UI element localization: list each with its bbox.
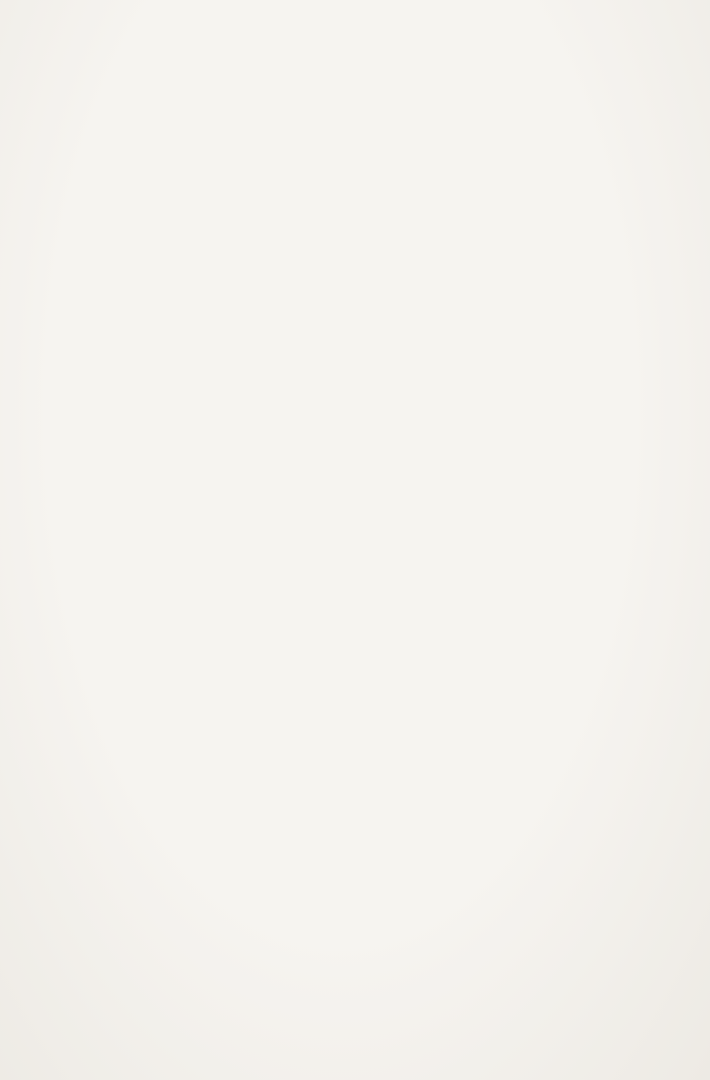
watermark bbox=[524, 1052, 529, 1069]
